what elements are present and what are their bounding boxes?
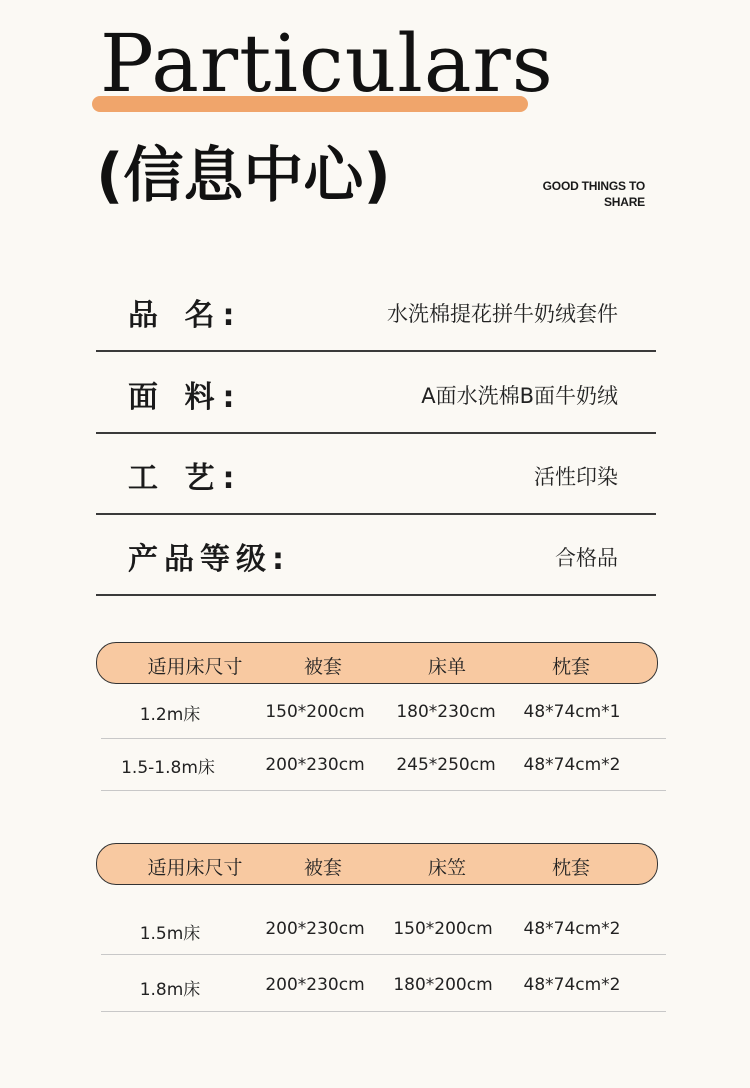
tagline-line-2: SHARE — [603, 195, 645, 209]
table-header — [96, 642, 658, 684]
info-value: A面水洗棉B面牛奶绒 — [421, 384, 618, 408]
table-cell: 48*74cm*1 — [523, 702, 621, 722]
table-cell: 48*74cm*2 — [523, 755, 621, 775]
table-cell: 1.8m床 — [139, 980, 201, 1000]
size-table-1 — [96, 642, 666, 791]
table-cell: 245*250cm — [396, 755, 496, 775]
size-table-2 — [96, 843, 666, 1012]
page-subtitle: (信息中心) — [96, 141, 391, 211]
info-value: 活性印染 — [534, 465, 618, 489]
header-cell: 床笠 — [427, 857, 467, 879]
table-cell: 180*200cm — [393, 975, 493, 995]
table-cell: 180*230cm — [396, 702, 496, 722]
table-cell: 200*230cm — [265, 919, 365, 939]
table-cell: 48*74cm*2 — [523, 919, 621, 939]
title-text: Particulars — [100, 17, 554, 110]
tagline-line-1: GOOD THINGS TO — [542, 179, 645, 193]
table-cell: 150*200cm — [265, 702, 365, 722]
header-cell: 床单 — [427, 656, 467, 678]
info-label: 面 料: — [128, 380, 243, 415]
info-label: 产品等级: — [128, 542, 290, 577]
info-row-fabric — [96, 350, 656, 434]
info-label: 工 艺: — [128, 461, 243, 496]
table-cell: 200*230cm — [265, 975, 365, 995]
table-row — [101, 739, 666, 791]
info-row-product-name — [96, 268, 656, 352]
table-cell: 200*230cm — [265, 755, 365, 775]
page-title — [92, 17, 554, 118]
info-value: 水洗棉提花拼牛奶绒套件 — [387, 302, 618, 326]
table-cell: 1.5m床 — [139, 924, 201, 944]
header-cell: 枕套 — [551, 857, 591, 879]
header-cell: 枕套 — [551, 656, 591, 678]
table-cell: 1.5-1.8m床 — [121, 758, 215, 778]
info-row-craft — [96, 431, 656, 515]
info-value: 合格品 — [555, 546, 618, 570]
table-cell: 1.2m床 — [139, 705, 201, 725]
table-cell: 150*200cm — [393, 919, 493, 939]
table-cell: 48*74cm*2 — [523, 975, 621, 995]
header-cell: 被套 — [303, 857, 343, 879]
header-cell: 适用床尺寸 — [147, 656, 243, 678]
table-header — [96, 843, 658, 885]
tagline — [485, 178, 645, 210]
table-row — [101, 955, 666, 1012]
header-cell: 适用床尺寸 — [147, 857, 243, 879]
table-row — [101, 885, 666, 955]
info-row-grade — [96, 512, 656, 596]
info-label: 品 名: — [128, 298, 243, 333]
header-cell: 被套 — [303, 656, 343, 678]
table-row — [101, 684, 666, 739]
